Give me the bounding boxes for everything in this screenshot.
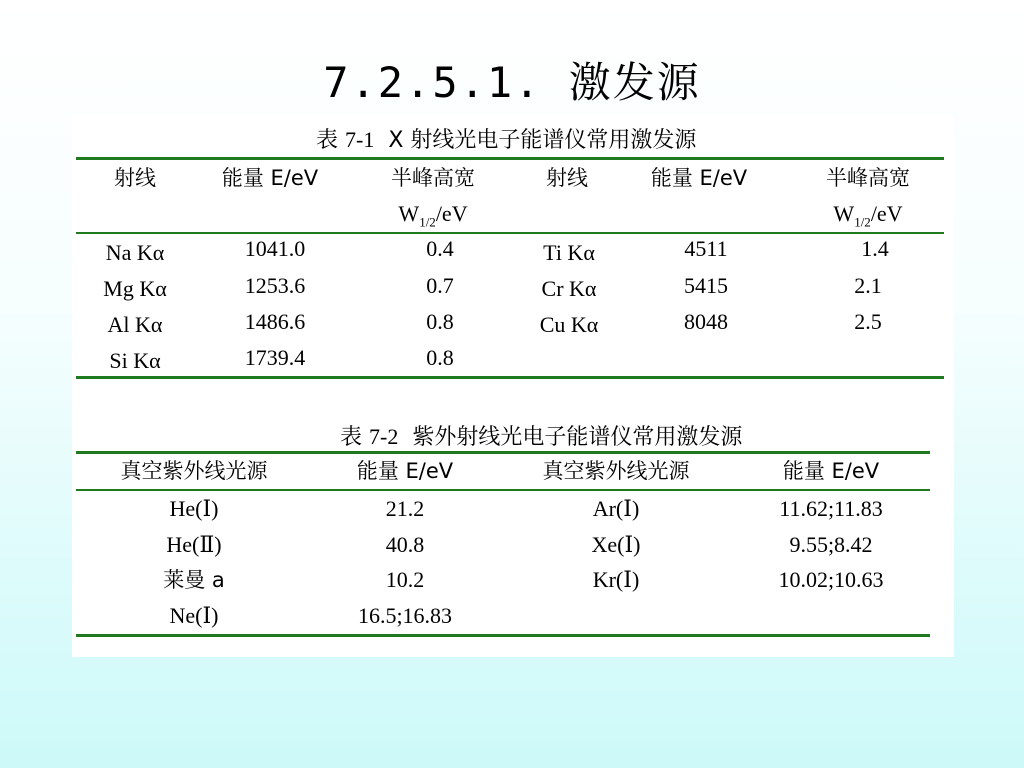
content-panel (72, 115, 954, 657)
table2-cell: Kr(Ⅰ) (592, 567, 640, 592)
table1-cell: 4511 (684, 236, 728, 261)
table1-header-source-2: 射线 (546, 166, 588, 190)
table2-cell: He(Ⅱ) (166, 532, 222, 557)
table1-header-energy-2: 能量 E/eV (650, 166, 748, 190)
table2-cell: 10.02;10.63 (778, 567, 884, 592)
table2-cell: 21.2 (385, 496, 425, 521)
table1-cell: 1739.4 (244, 345, 306, 370)
table1-cell: 0.8 (426, 309, 454, 334)
table1-header-fwhm: 半峰高宽 (391, 166, 475, 190)
table1-cell: Mg Kα (103, 276, 167, 301)
table1-mid-rule (76, 232, 944, 234)
slide-title: 7.2.5.1. 激发源 (323, 58, 701, 107)
table2-cell: 40.8 (385, 532, 425, 557)
table2-top-rule (76, 451, 930, 454)
table2-bottom-rule (76, 634, 930, 637)
table1-top-rule (76, 157, 944, 160)
table1-cell: 0.4 (426, 236, 454, 261)
table2-cell: 莱曼 a (163, 568, 225, 592)
table2-header-source: 真空紫外线光源 (120, 459, 268, 483)
table1-caption (316, 123, 696, 154)
table1-cell: 0.8 (426, 345, 454, 370)
table1-cell: Ti Kα (543, 240, 595, 265)
table2-header-energy-2: 能量 E/eV (782, 459, 880, 483)
table1-cell: 2.5 (854, 309, 882, 334)
table1-cell: 1.4 (861, 236, 889, 261)
table1-header-fwhm-2: 半峰高宽 (826, 166, 910, 190)
table1-header-energy: 能量 E/eV (221, 166, 319, 190)
table2-cell: 10.2 (385, 567, 425, 592)
table2-caption-num: 7-2 (369, 424, 399, 449)
table2-cell: Ar(Ⅰ) (592, 496, 640, 521)
table1-cell: 2.1 (854, 273, 882, 298)
table1-cell: Cr Kα (541, 276, 597, 301)
table2-cell: Ne(Ⅰ) (169, 603, 219, 628)
table1-cell: Cu Kα (539, 312, 599, 337)
table2-header-energy: 能量 E/eV (356, 459, 454, 483)
table1-cell: Al Kα (107, 312, 163, 337)
table1-cell: 1253.6 (244, 273, 306, 298)
table2-cell: 11.62;11.83 (779, 496, 883, 521)
table2-cell: Xe(Ⅰ) (591, 532, 641, 557)
table1-caption-num: 7-1 (345, 127, 375, 152)
table1-header-fwhm-unit-2: $W_{1/2}/eV$ (833, 201, 903, 230)
table2-cell: 16.5;16.83 (357, 603, 453, 628)
table1-cell: 0.7 (426, 273, 454, 298)
table1-caption-prefix: 表 (316, 128, 345, 153)
table2-mid-rule (76, 489, 930, 491)
table1-cell: Na Kα (105, 240, 165, 265)
table1-cell: 8048 (684, 309, 728, 334)
table2-cell: 9.55;8.42 (789, 532, 873, 557)
table2-caption (340, 420, 742, 451)
table2-header-source-2: 真空紫外线光源 (542, 459, 690, 483)
table1-cell: 1486.6 (244, 309, 306, 334)
table1-bottom-rule (76, 376, 944, 379)
table1-cell: 5415 (684, 273, 728, 298)
table2-caption-text: 紫外射线光电子能谱仪常用激发源 (412, 425, 743, 450)
table2-caption-prefix: 表 (340, 425, 369, 450)
table1-header-fwhm-unit: $W_{1/2}/eV$ (398, 201, 468, 230)
table2-cell: He(Ⅰ) (169, 496, 219, 521)
table1-cell: Si Kα (109, 348, 161, 373)
table1-header-source: 射线 (114, 166, 156, 190)
table1-caption-text: X 射线光电子能谱仪常用激发源 (388, 128, 697, 153)
table1-cell: 1041.0 (244, 236, 306, 261)
